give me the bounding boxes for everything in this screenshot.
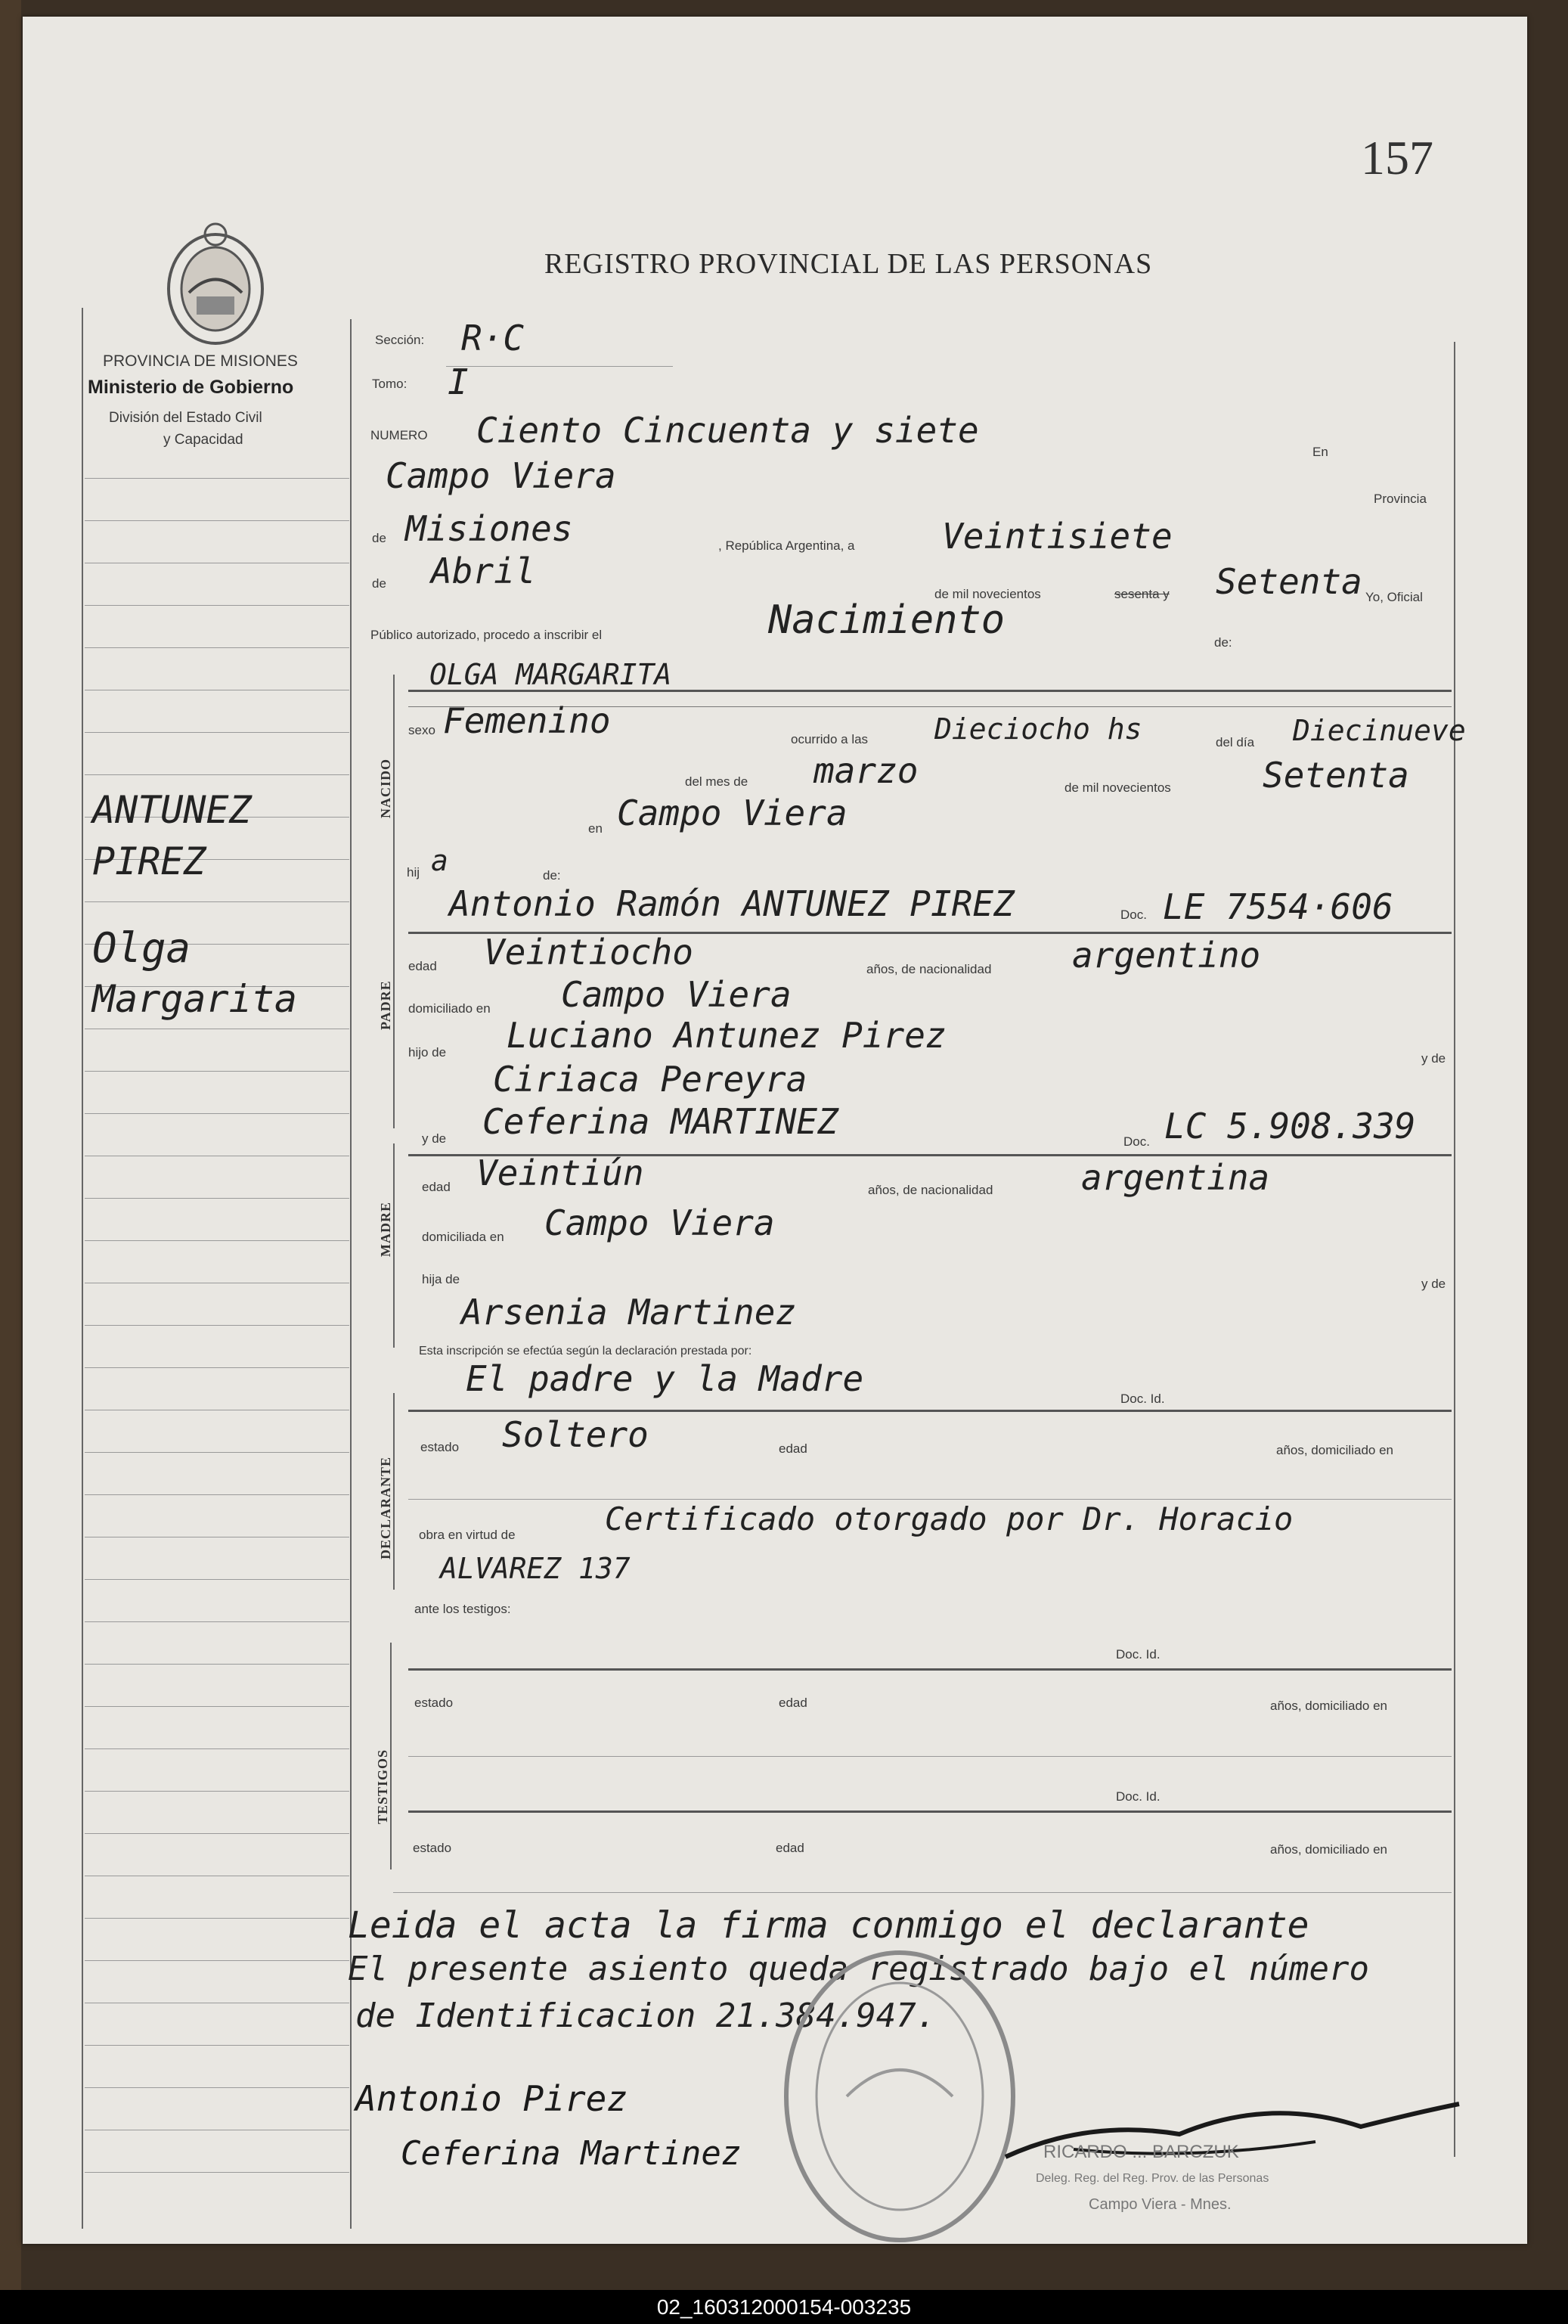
label-nac-padre: años, de nacionalidad	[866, 962, 992, 976]
margin-rule	[85, 1240, 349, 1241]
label-republica: , República Argentina, a	[718, 538, 855, 553]
margin-rule	[85, 1791, 349, 1792]
label-de-1: de	[372, 531, 386, 545]
label-edad-decl: edad	[779, 1441, 807, 1456]
label-numero: NUMERO	[370, 428, 428, 442]
section-declarante: DECLARANTE	[378, 1456, 393, 1559]
form-border-right	[1454, 342, 1455, 2157]
value-declarante: El padre y la Madre	[466, 1358, 864, 1399]
label-domiciliada-madre: domiciliada en	[422, 1230, 504, 1244]
label-esta-inscripcion: Esta inscripción se efectúa según la declaración prestada por:	[419, 1345, 752, 1357]
label-provincia: Provincia	[1374, 492, 1427, 506]
label-obra: obra en virtud de	[419, 1528, 516, 1542]
coat-of-arms-emblem	[159, 221, 272, 349]
value-lugar: Campo Viera	[386, 455, 616, 496]
label-estado-t1: estado	[414, 1696, 454, 1710]
label-y-de-1: y de	[1421, 1051, 1446, 1066]
value-seccion: R·C	[461, 318, 525, 358]
value-madre-edad: Veintiún	[476, 1153, 644, 1193]
margin-surname-2: PIREZ	[92, 839, 206, 883]
label-doc-id-decl: Doc. Id.	[1120, 1392, 1165, 1406]
image-id-footer: 02_160312000154-003235	[0, 2290, 1568, 2324]
value-anio: Setenta	[1216, 561, 1362, 602]
label-ocurrido: ocurrido a las	[791, 732, 869, 746]
label-hij: hij	[407, 865, 420, 880]
label-doc-id-t2: Doc. Id.	[1116, 1789, 1161, 1804]
issuer-division: División del Estado Civil	[109, 410, 262, 426]
margin-rule	[85, 1918, 349, 1919]
value-dia: Veintisiete	[942, 516, 1173, 557]
margin-rule	[85, 1833, 349, 1834]
label-del-dia: del día	[1216, 735, 1255, 749]
value-padre-doc: LE 7554·606	[1163, 886, 1393, 927]
label-de-2: de	[372, 576, 386, 591]
label-yo-oficial: Yo, Oficial	[1365, 590, 1423, 604]
signature-mother: Ceferina Martinez	[401, 2134, 742, 2173]
value-madre-nombre: Ceferina MARTINEZ	[482, 1101, 838, 1142]
margin-given-2: Margarita	[92, 977, 297, 1021]
margin-rule	[85, 647, 349, 648]
margin-rule	[85, 1579, 349, 1580]
stamp-line-3: Deleg. Reg. del Reg. Prov. de las Personas	[1036, 2172, 1269, 2185]
value-lugar-nac: Campo Viera	[617, 793, 848, 833]
label-anos-dom-t1: años, domiciliado en	[1270, 1699, 1387, 1713]
label-doc-madre: Doc.	[1123, 1134, 1150, 1149]
margin-rule	[85, 1452, 349, 1453]
margin-rule	[85, 1664, 349, 1665]
book-spine	[0, 0, 21, 2324]
margin-rule	[85, 2045, 349, 2046]
margin-rule	[85, 478, 349, 479]
margin-given-1: Olga	[92, 924, 191, 972]
value-acto: Nacimiento	[768, 597, 1006, 643]
note-line-2: El presente asiento queda registrado bajo el número	[348, 1950, 1370, 1988]
label-de-colon: de:	[1214, 635, 1232, 650]
margin-rule	[85, 2087, 349, 2088]
margin-rule	[85, 774, 349, 775]
margin-rule	[85, 1706, 349, 1707]
label-hija-de: hija de	[422, 1272, 460, 1286]
label-doc-id-t1: Doc. Id.	[1116, 1647, 1161, 1662]
note-line-1: Leida el acta la firma conmigo el declarante	[348, 1904, 1309, 1947]
value-numero: Ciento Cincuenta y siete	[476, 410, 979, 451]
margin-rule	[85, 1113, 349, 1114]
value-nombre: OLGA MARGARITA	[429, 658, 672, 691]
document-title: REGISTRO PROVINCIAL DE LAS PERSONAS	[544, 248, 1153, 280]
issuer-capacity: y Capacidad	[163, 432, 243, 448]
value-madre-doc: LC 5.908.339	[1164, 1106, 1416, 1146]
value-abuela-m: Arsenia Martinez	[461, 1292, 797, 1333]
section-madre: MADRE	[378, 1202, 393, 1257]
margin-rule	[85, 1748, 349, 1749]
value-estado-decl: Soltero	[502, 1414, 649, 1455]
value-hora: Dieciocho hs	[934, 712, 1142, 746]
label-anos-dom-decl: años, domiciliado en	[1276, 1443, 1393, 1457]
section-testigos: TESTIGOS	[375, 1748, 390, 1824]
margin-rule	[85, 520, 349, 521]
value-obra-1: Certificado otorgado por Dr. Horacio	[605, 1500, 1294, 1537]
margin-rule	[85, 605, 349, 606]
label-domiciliado-padre: domiciliado en	[408, 1001, 491, 1016]
label-del-mes: del mes de	[685, 774, 748, 789]
label-estado-t2: estado	[413, 1841, 452, 1855]
label-de-hij: de:	[543, 868, 561, 883]
value-padre-nac: argentino	[1072, 935, 1261, 976]
label-de-mil: de mil novecientos	[934, 587, 1041, 601]
label-sexo: sexo	[408, 723, 435, 737]
value-tomo: I	[448, 361, 469, 402]
label-ante: ante los testigos:	[414, 1602, 511, 1616]
value-hij-suffix: a	[431, 844, 448, 877]
value-obra-2: ALVAREZ 137	[440, 1552, 631, 1585]
label-de-mil-2: de mil novecientos	[1064, 780, 1171, 795]
section-nacido: NACIDO	[378, 758, 393, 818]
value-padre-dom: Campo Viera	[561, 974, 792, 1015]
margin-rule	[85, 1494, 349, 1495]
label-publico: Público autorizado, procedo a inscribir el	[370, 628, 603, 642]
label-hijo-de: hijo de	[408, 1045, 447, 1060]
value-mes-nac: marzo	[813, 750, 919, 791]
label-edad-madre: edad	[422, 1180, 451, 1194]
margin-rule	[85, 1071, 349, 1072]
value-abuela: Ciriaca Pereyra	[493, 1059, 807, 1100]
margin-border-left	[82, 308, 83, 2229]
value-mes: Abril	[431, 551, 536, 591]
issuer-province: PROVINCIA DE MISIONES	[103, 352, 298, 370]
margin-rule	[85, 1198, 349, 1199]
label-doc-padre: Doc.	[1120, 908, 1147, 922]
value-padre-nombre: Antonio Ramón ANTUNEZ PIREZ	[449, 883, 1015, 924]
label-en-nac: en	[588, 821, 603, 836]
label-estado-decl: estado	[420, 1440, 460, 1454]
page-number: 157	[1361, 131, 1433, 185]
value-abuelo: Luciano Antunez Pirez	[507, 1015, 947, 1056]
margin-surname-1: ANTUNEZ	[92, 788, 252, 832]
label-en: En	[1312, 445, 1328, 459]
stamp-line-4: Campo Viera - Mnes.	[1089, 2196, 1232, 2213]
value-madre-dom: Campo Viera	[544, 1202, 775, 1243]
margin-rule	[85, 1960, 349, 1961]
label-nac-madre: años, de nacionalidad	[868, 1183, 993, 1197]
stamp-line-1: RICARDO ... BARCZUK	[1043, 2142, 1239, 2162]
stamp-name-1: RICARDO	[1043, 2142, 1127, 2162]
margin-rule	[85, 1621, 349, 1622]
label-y-de-2: y de	[1421, 1277, 1446, 1291]
label-y-de-madre: y de	[422, 1131, 447, 1146]
value-sexo: Femenino	[443, 700, 611, 741]
label-anos-dom-t2: años, domiciliado en	[1270, 1842, 1387, 1857]
value-padre-edad: Veintiocho	[484, 932, 693, 973]
note-line-3: de Identificacion 21.384.947.	[355, 1997, 937, 2035]
section-padre: PADRE	[378, 980, 393, 1030]
label-sesenta: sesenta y	[1114, 587, 1170, 601]
stamp-name-2: BARCZUK	[1152, 2142, 1239, 2162]
label-edad-t1: edad	[779, 1696, 807, 1710]
signature-father: Antonio Pirez	[355, 2078, 628, 2119]
official-seal	[779, 1945, 1021, 2248]
margin-rule	[85, 1367, 349, 1368]
label-seccion: Sección:	[375, 333, 425, 347]
margin-rule	[85, 1325, 349, 1326]
margin-rule	[85, 732, 349, 733]
label-tomo: Tomo:	[372, 377, 407, 391]
label-edad-t2: edad	[776, 1841, 804, 1855]
value-provincia: Misiones	[405, 508, 573, 549]
value-madre-nac: argentina	[1081, 1157, 1270, 1198]
value-anio-nac: Setenta	[1263, 755, 1409, 796]
value-dia-nac: Diecinueve	[1293, 714, 1466, 747]
margin-rule	[85, 2172, 349, 2173]
margin-rule	[85, 901, 349, 902]
label-edad-padre: edad	[408, 959, 437, 973]
document-page	[23, 17, 1527, 2244]
issuer-ministry: Ministerio de Gobierno	[88, 377, 294, 398]
